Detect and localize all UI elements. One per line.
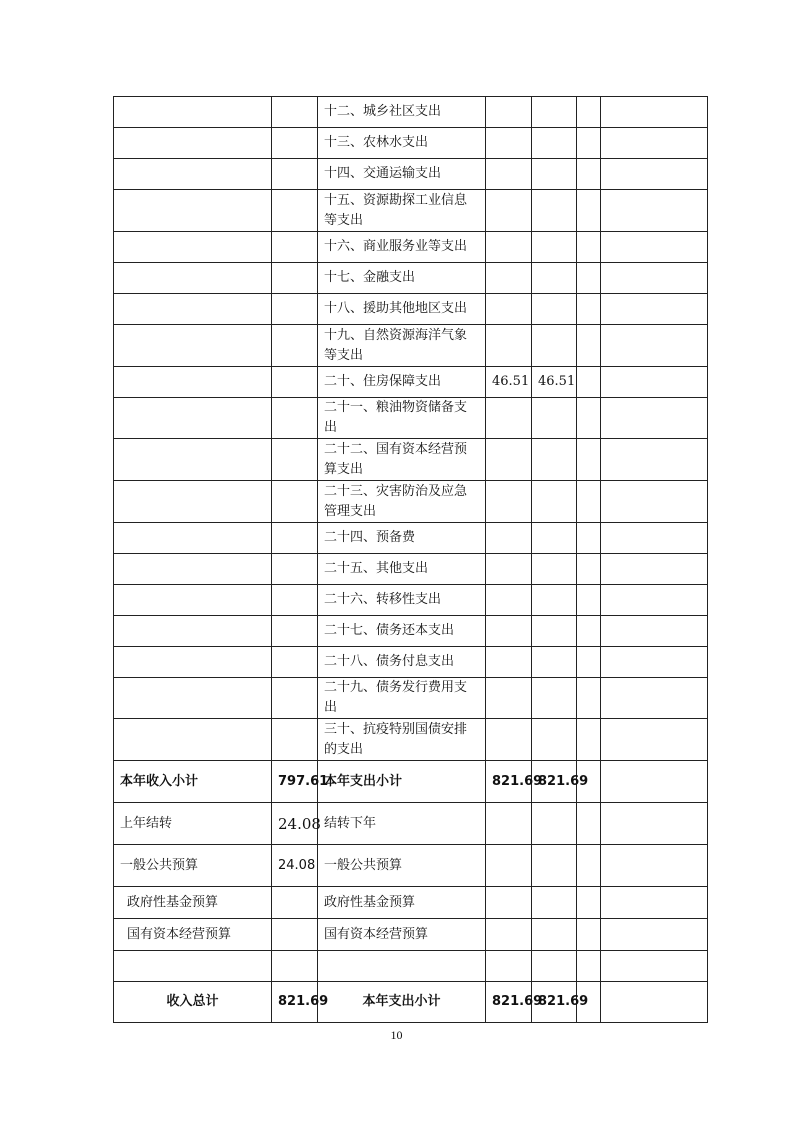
carryover-income-label: 上年结转 bbox=[114, 803, 272, 845]
expense-value: 46.51 bbox=[486, 367, 532, 398]
general-budget-income-label: 一般公共预算 bbox=[114, 845, 272, 887]
table-row bbox=[114, 294, 708, 325]
page-number: 10 bbox=[390, 1028, 403, 1042]
table-row bbox=[114, 439, 708, 481]
expense-total-value: 821.69 bbox=[486, 982, 532, 1023]
income-total-value: 821.69 bbox=[272, 982, 318, 1023]
expense-item-label: 二十六、转移性支出 bbox=[318, 585, 486, 616]
empty-row bbox=[114, 951, 708, 982]
expense-item-label: 二十九、债务发行费用支出 bbox=[318, 678, 486, 719]
expense-item-label: 三十、抗疫特别国债安排的支出 bbox=[318, 719, 486, 761]
expense-item-label: 二十四、预备费 bbox=[318, 523, 486, 554]
expense-item-label: 二十八、债务付息支出 bbox=[318, 647, 486, 678]
table-row bbox=[114, 325, 708, 367]
expense-value: 46.51 bbox=[532, 367, 577, 398]
expense-item-label: 十七、金融支出 bbox=[318, 263, 486, 294]
table-row bbox=[114, 159, 708, 190]
subtotal-row bbox=[114, 761, 708, 803]
expense-item-label: 二十、住房保障支出 bbox=[318, 367, 486, 398]
state-capital-expense-label: 国有资本经营预算 bbox=[318, 919, 486, 951]
fund-budget-expense-label: 政府性基金预算 bbox=[318, 887, 486, 919]
expense-item-label: 二十一、粮油物资储备支出 bbox=[318, 398, 486, 439]
carryover-expense-label: 结转下年 bbox=[318, 803, 486, 845]
income-subtotal-label: 本年收入小计 bbox=[114, 761, 272, 803]
table-row bbox=[114, 585, 708, 616]
table-row bbox=[114, 481, 708, 523]
expense-subtotal-value: 821.69 bbox=[532, 761, 577, 803]
expense-total-label: 本年支出小计 bbox=[318, 982, 486, 1023]
expense-item-label: 十四、交通运输支出 bbox=[318, 159, 486, 190]
table-row bbox=[114, 263, 708, 294]
carryover-income-value: 24.08 bbox=[272, 803, 318, 845]
state-capital-income-label: 国有资本经营预算 bbox=[114, 919, 272, 951]
table-row bbox=[114, 647, 708, 678]
expense-item-label: 十八、援助其他地区支出 bbox=[318, 294, 486, 325]
budget-table bbox=[113, 96, 708, 1023]
expense-item-label: 十三、农林水支出 bbox=[318, 128, 486, 159]
general-budget-income-value: 24.08 bbox=[272, 845, 318, 887]
expense-subtotal-value: 821.69 bbox=[486, 761, 532, 803]
expense-item-label: 二十二、国有资本经营预算支出 bbox=[318, 439, 486, 481]
total-row bbox=[114, 982, 708, 1023]
income-total-label: 收入总计 bbox=[114, 982, 272, 1023]
income-subtotal-value: 797.61 bbox=[272, 761, 318, 803]
expense-item-label: 二十三、灾害防治及应急管理支出 bbox=[318, 481, 486, 523]
fund-budget-row bbox=[114, 887, 708, 919]
general-budget-row bbox=[114, 845, 708, 887]
expense-total-value: 821.69 bbox=[532, 982, 577, 1023]
carryover-row bbox=[114, 803, 708, 845]
expense-item-label: 二十七、债务还本支出 bbox=[318, 616, 486, 647]
table-row bbox=[114, 719, 708, 761]
table-row bbox=[114, 232, 708, 263]
expense-item-label: 十二、城乡社区支出 bbox=[318, 97, 486, 128]
general-budget-expense-label: 一般公共预算 bbox=[318, 845, 486, 887]
table-row bbox=[114, 398, 708, 439]
table-row bbox=[114, 678, 708, 719]
expense-item-label: 十九、自然资源海洋气象等支出 bbox=[318, 325, 486, 367]
table-row bbox=[114, 367, 708, 398]
expense-item-label: 十六、商业服务业等支出 bbox=[318, 232, 486, 263]
expense-item-label: 二十五、其他支出 bbox=[318, 554, 486, 585]
table-row bbox=[114, 523, 708, 554]
table-row bbox=[114, 616, 708, 647]
table-row bbox=[114, 97, 708, 128]
fund-budget-income-label: 政府性基金预算 bbox=[114, 887, 272, 919]
state-capital-row bbox=[114, 919, 708, 951]
table-row bbox=[114, 128, 708, 159]
expense-item-label: 十五、资源勘探工业信息等支出 bbox=[318, 190, 486, 232]
table-row bbox=[114, 554, 708, 585]
table-row bbox=[114, 190, 708, 232]
expense-subtotal-label: 本年支出小计 bbox=[318, 761, 486, 803]
